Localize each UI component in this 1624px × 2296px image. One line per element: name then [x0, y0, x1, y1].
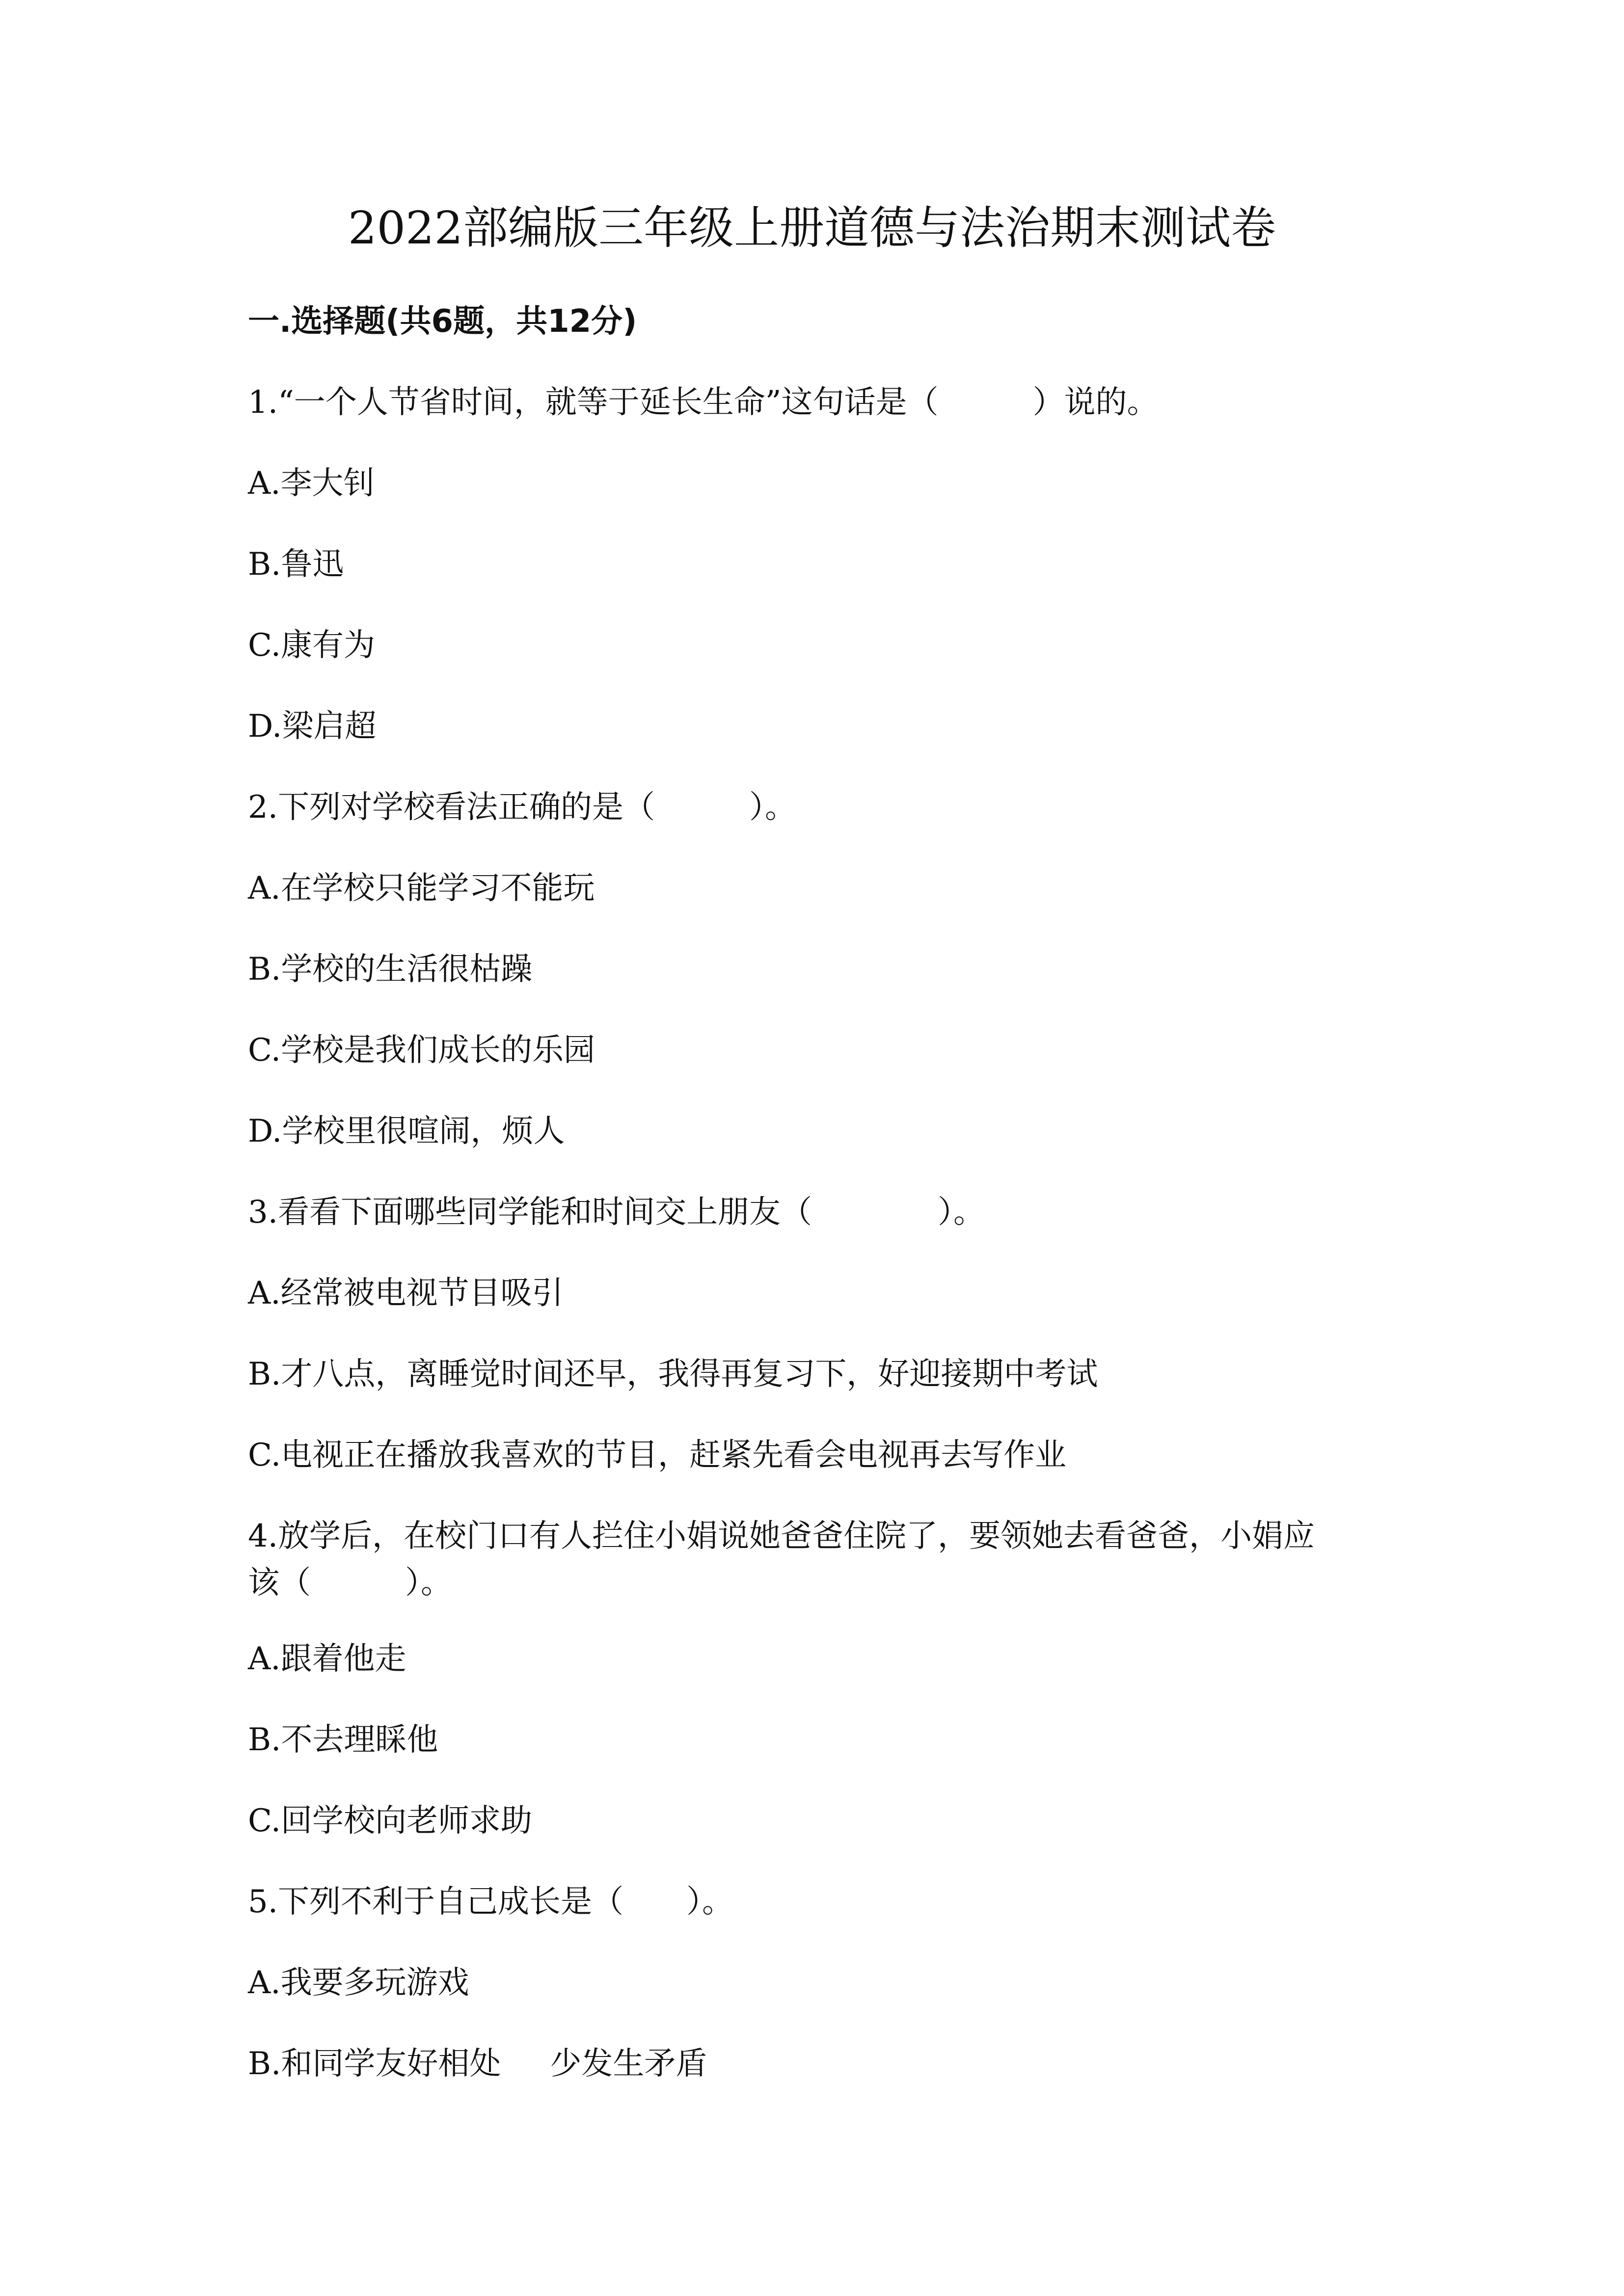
question-3-option-a: A.经常被电视节目吸引 [248, 1275, 564, 1311]
question-4-line-2: 该（ ）。 [248, 1565, 452, 1601]
question-3-option-b: B.才八点，离睡觉时间还早，我得再复习下，好迎接期中考试 [248, 1356, 1098, 1392]
question-5-option-a: A.我要多玩游戏 [248, 1965, 469, 2001]
section-heading: 一.选择题(共6题，共12分) [248, 303, 637, 340]
page-title: 2022部编版三年级上册道德与法治期末测试卷 [348, 202, 1276, 254]
question-2-option-b: B.学校的生活很枯躁 [248, 951, 533, 988]
question-5-option-b-part-2: 少发生矛盾 [550, 2046, 707, 2082]
question-5: 5.下列不利于自己成长是（ ）。 [248, 1884, 734, 1920]
question-1-option-d: D.梁启超 [248, 708, 377, 745]
question-4-option-a: A.跟着他走 [248, 1641, 406, 1677]
question-1: 1.“一个人节省时间，就等于延长生命”这句话是（ ）说的。 [248, 384, 1159, 421]
question-1-option-b: B.鲁迅 [248, 546, 344, 583]
question-1-option-c: C.康有为 [248, 627, 376, 664]
question-5-option-b [248, 2042, 1377, 2086]
question-2-option-c: C.学校是我们成长的乐园 [248, 1032, 595, 1068]
question-2-option-a: A.在学校只能学习不能玩 [248, 870, 595, 907]
question-3: 3.看看下面哪些同学能和时间交上朋友（ ）。 [248, 1194, 985, 1230]
question-2-option-d: D.学校里很喧闹，烦人 [248, 1113, 565, 1149]
question-1-option-a: A.李大钊 [248, 465, 375, 502]
question-4-option-b: B.不去理睬他 [248, 1722, 438, 1758]
question-2: 2.下列对学校看法正确的是（ ）。 [248, 789, 797, 826]
question-3-option-c: C.电视正在播放我喜欢的节目，赶紧先看会电视再去写作业 [248, 1437, 1067, 1473]
question-4-option-c: C.回学校向老师求助 [248, 1803, 533, 1839]
question-5-option-b-part-1: B.和同学友好相处 [248, 2046, 501, 2082]
question-4-line-1: 4.放学后，在校门口有人拦住小娟说她爸爸住院了，要领她去看爸爸，小娟应 [248, 1518, 1315, 1554]
